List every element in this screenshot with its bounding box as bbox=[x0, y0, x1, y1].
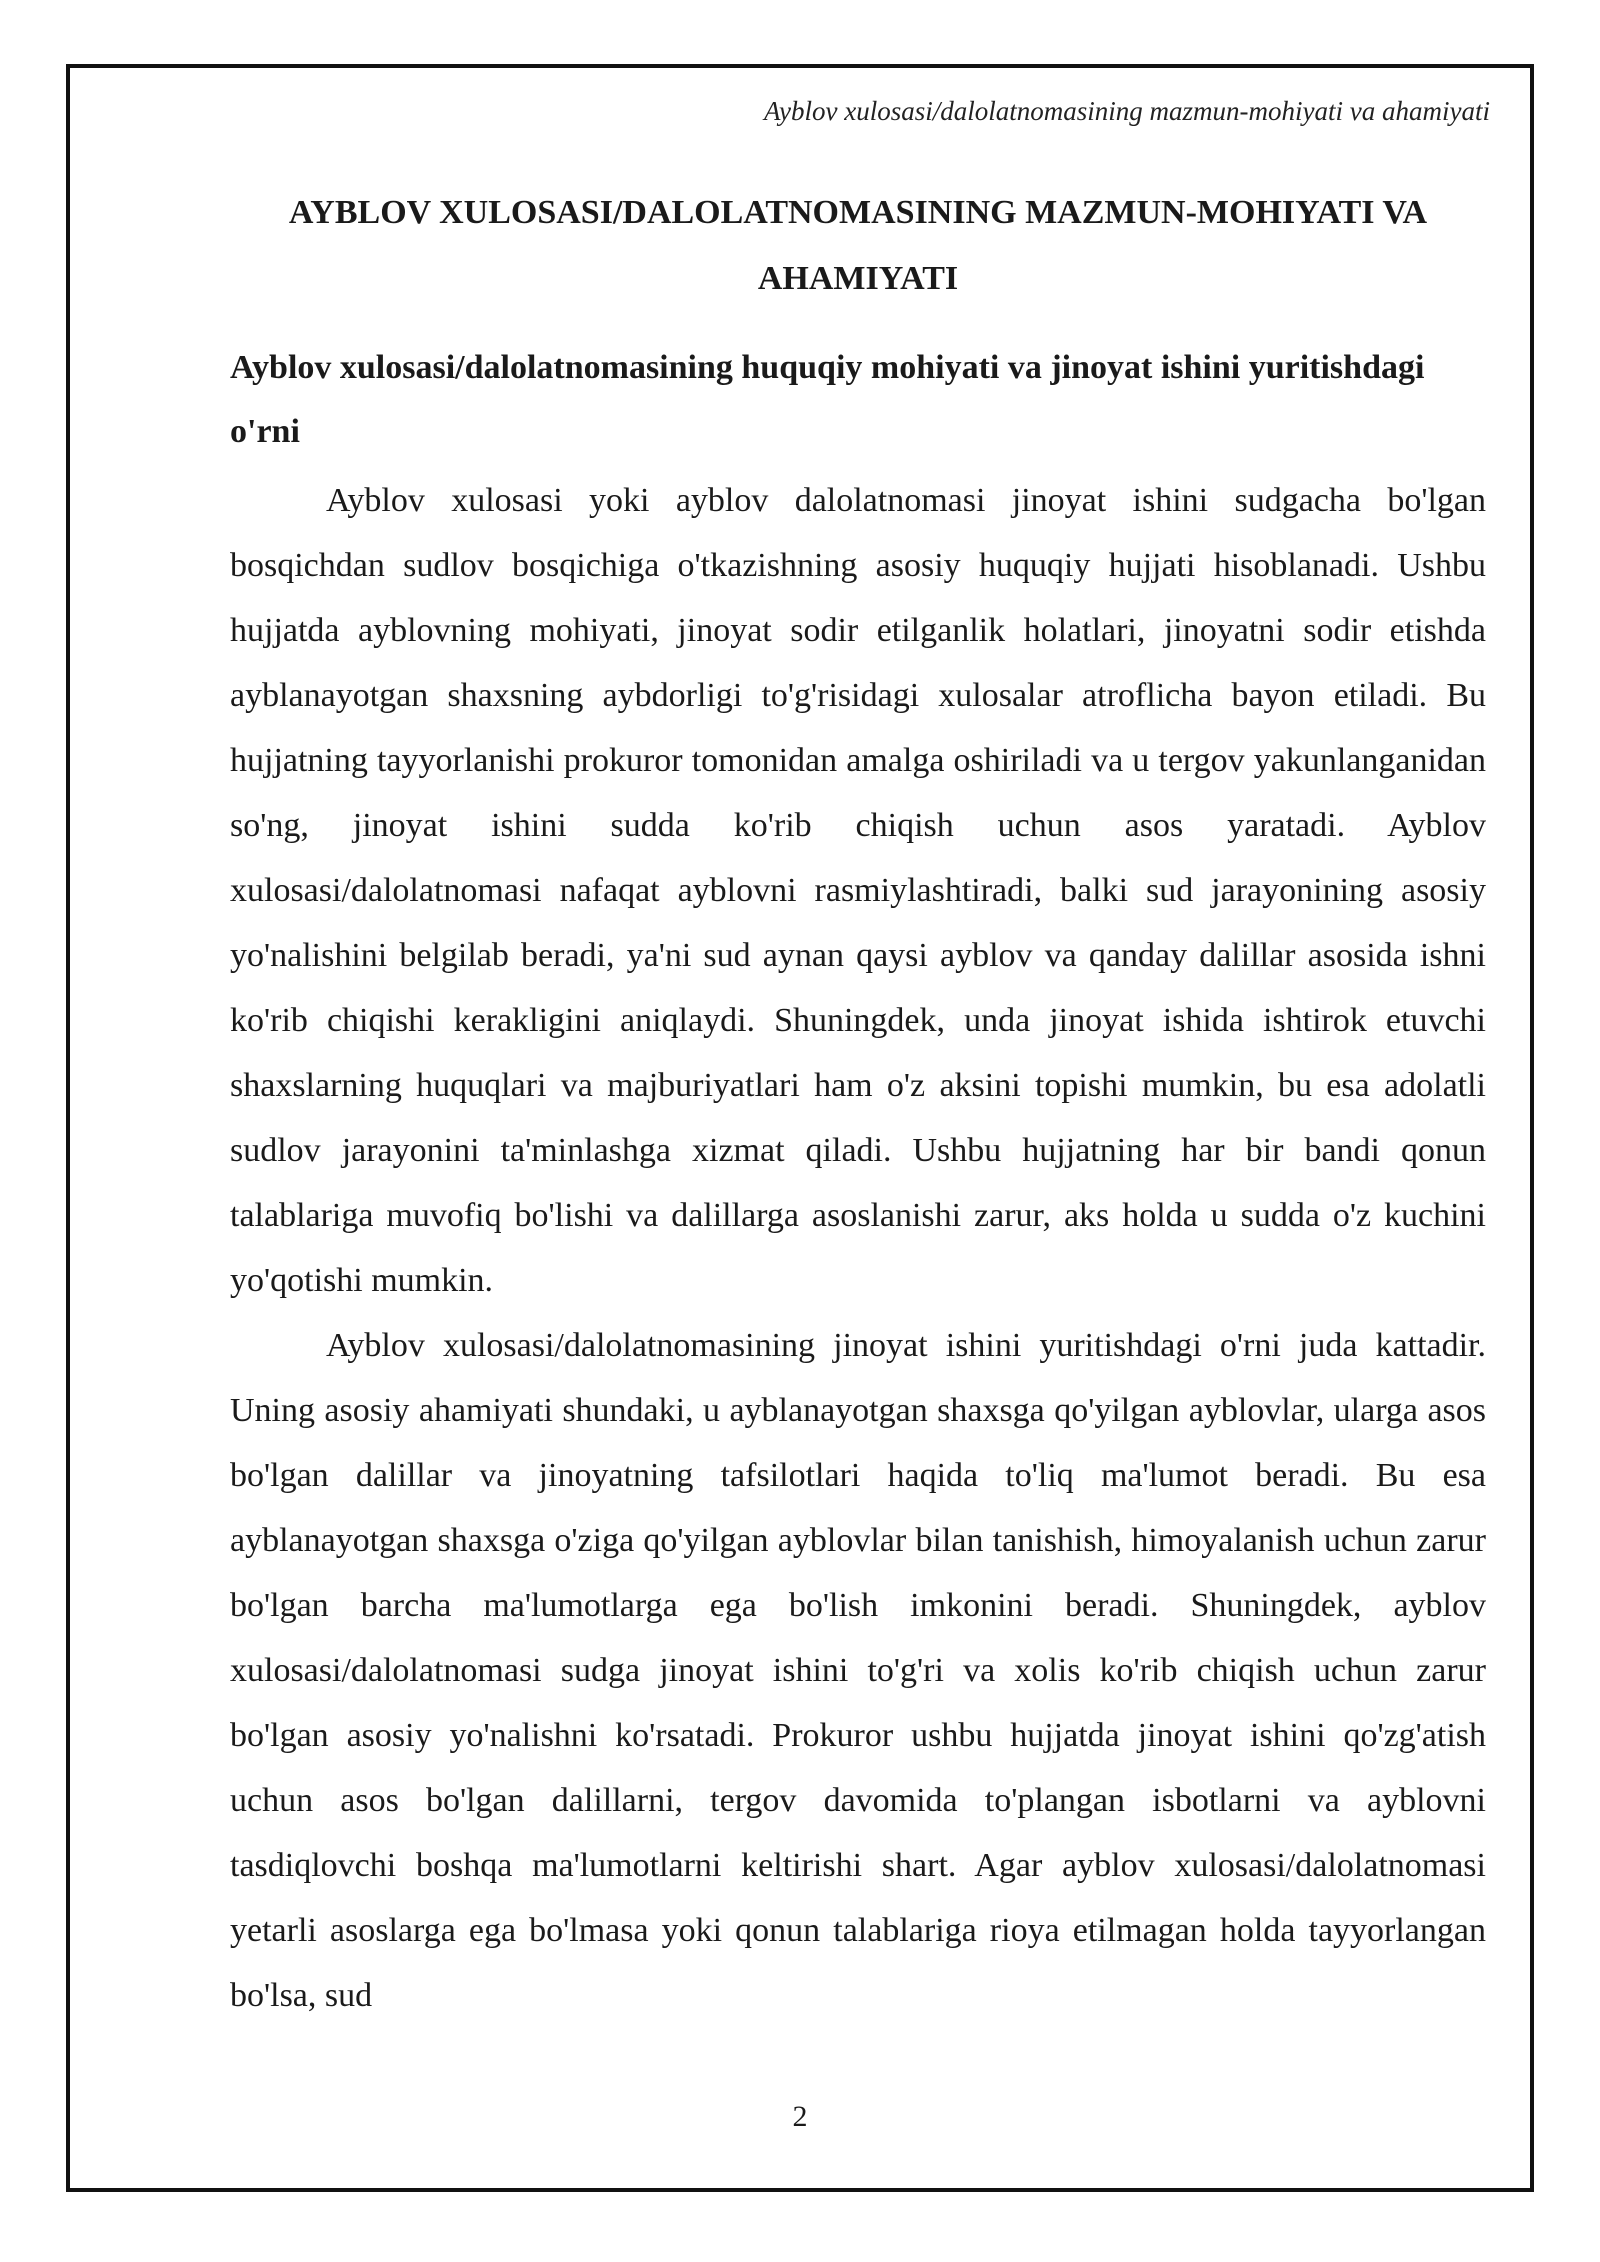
page-number: 2 bbox=[792, 2100, 808, 2133]
paragraph-2: Ayblov xulosasi/dalolatnomasining jinoyat ishini yuritishdagi o'rni juda kattadir. Uning asosiy ahamiyati shundaki, u ayblanayotgan shaxsga qo'yilgan ayblovlar, ularga asos bo'lgan dalillar va jinoyatning tafsilotlari haqida to'liq ma'lumot beradi. Bu esa ayblanayotgan shaxsga o'ziga qo'yilgan ayblovlar bilan tanishish, himoyalanish uchun zarur bo'lgan barcha ma'lumotlarga ega bo'lish imkonini beradi. Shuningdek, ayblov xulosasi/dalolatnomasi sudga jinoyat ishini to'g'ri va xolis ko'rib chiqish uchun zarur bo'lgan asosiy yo'nalishni ko'rsatadi. Prokuror ushbu hujjatda jinoyat ishini qo'zg'atish uchun asos bo'lgan dalillarni, tergov davomida to'plangan isbotlarni va ayblovni tasdiqlovchi boshqa ma'lumotlarni keltirishi shart. Agar ayblov xulosasi/dalolatnomasi yetarli asoslarga ega bo'lmasa yoki qonun talablariga rioya etilmagan holda tayyorlangan bo'lsa, sud bbox=[230, 1327, 1486, 2014]
document-title: AYBLOV XULOSASI/DALOLATNOMASINING MAZMUN-MOHIYATI VA AHAMIYATI bbox=[288, 194, 1428, 297]
document-body bbox=[230, 180, 1486, 2028]
running-header: Ayblov xulosasi/dalolatnomasining mazmun-mohiyati va ahamiyati bbox=[764, 96, 1490, 126]
paragraph-1: Ayblov xulosasi yoki ayblov dalolatnomasi jinoyat ishini sudgacha bo'lgan bosqichdan sudlov bosqichiga o'tkazishning asosiy huquqiy hujjati hisoblanadi. Ushbu hujjatda ayblovning mohiyati, jinoyat sodir etilganlik holatlari, jinoyatni sodir etishda ayblanayotgan shaxsning aybdorligi to'g'risidagi xulosalar atroflicha bayon etiladi. Bu hujjatning tayyorlanishi prokuror tomonidan amalga oshiriladi va u tergov yakunlanganidan so'ng, jinoyat ishini sudda ko'rib chiqish uchun asos yaratadi. Ayblov xulosasi/dalolatnomasi nafaqat ayblovni rasmiylashtiradi, balki sud jarayonining asosiy yo'nalishini belgilab beradi, ya'ni sud aynan qaysi ayblov va qanday dalillar asosida ishni ko'rib chiqishi kerakligini aniqlaydi. Shuningdek, unda jinoyat ishida ishtirok etuvchi shaxslarning huquqlari va majburiyatlari ham o'z aksini topishi mumkin, bu esa adolatli sudlov jarayonini ta'minlashga xizmat qiladi. Ushbu hujjatning har bir bandi qonun talablariga muvofiq bo'lishi va dalillarga asoslanishi zarur, aks holda u sudda o'z kuchini yo'qotishi mumkin. bbox=[230, 482, 1486, 1299]
section-heading: Ayblov xulosasi/dalolatnomasining huquqiy mohiyati va jinoyat ishini yuritishdagi o'rni bbox=[230, 349, 1425, 450]
